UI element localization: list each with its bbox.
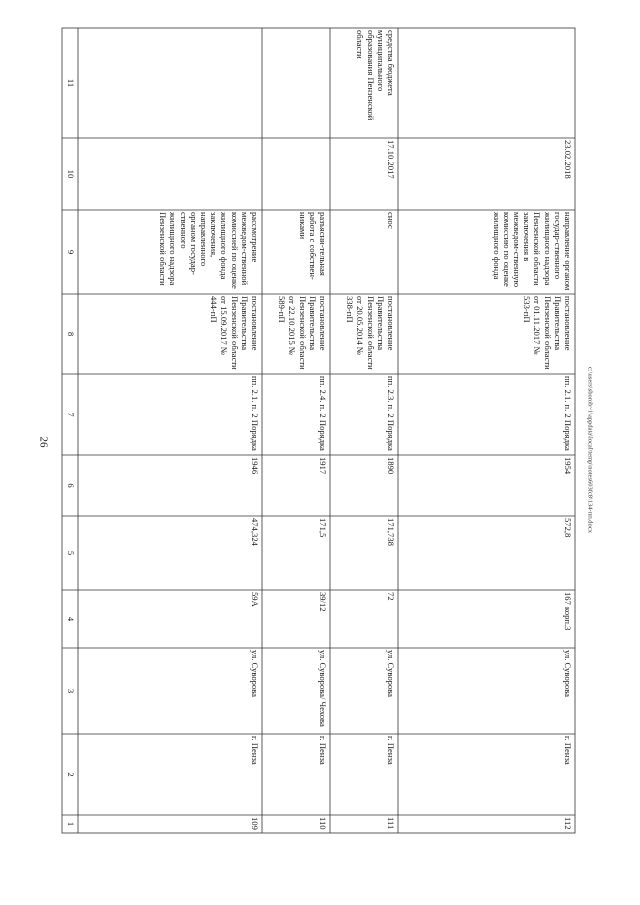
row-112-col-8 <box>398 294 575 374</box>
row-112-col-9 <box>398 210 575 294</box>
row-109-col-6 <box>78 455 262 516</box>
row-110-col-11-text <box>262 28 330 138</box>
header-cell-4-text: 4 <box>66 616 76 622</box>
row-109-col-3 <box>78 648 262 734</box>
row-112-col-3-text: ул. Суворова <box>563 650 573 697</box>
row-109-col-10 <box>78 138 262 210</box>
row-109-col-9 <box>78 210 262 294</box>
row-110-col-2-text: г. Пенза <box>318 736 328 765</box>
row-110-col-6 <box>262 455 330 516</box>
header-cell-3-text: 3 <box>66 688 76 694</box>
row-112-col-10 <box>398 138 575 210</box>
header-cell-10-text: 10 <box>66 169 76 179</box>
row-109-col-7 <box>78 374 262 455</box>
row-110-col-3 <box>262 648 330 734</box>
header-cell-1 <box>62 815 78 833</box>
row-111-col-2-text: г. Пенза <box>386 736 396 765</box>
row-111-col-5-text: 171,738 <box>386 518 396 546</box>
page-number: 26 <box>37 436 50 448</box>
header-cell-9-text: 9 <box>66 249 76 255</box>
header-cell-7 <box>62 374 78 455</box>
row-111-col-7-text: пп. 2.3. п. 2 Порядка <box>386 376 396 451</box>
row-109-col-9-text: рассмотрение межведом-ственной комиссией по оценке жилищного фонда заключения, направленного органом государ-ственного жилищного надзора Пензенской области <box>158 212 260 289</box>
row-109-col-6-text: 1946 <box>250 457 260 475</box>
row-112-col-1-text: 112 <box>563 817 573 830</box>
row-110-col-9-text: разъясни-тельная работа с собствен-никами <box>297 212 328 280</box>
header-cell-11 <box>62 28 78 138</box>
row-110-col-8 <box>262 294 330 374</box>
row-112-col-11-text <box>398 28 575 138</box>
header-cell-2 <box>62 734 78 815</box>
row-112-col-4 <box>398 590 575 648</box>
row-109-col-5 <box>78 516 262 590</box>
row-111-col-5 <box>330 516 398 590</box>
row-111-col-8 <box>330 294 398 374</box>
header-cell-3 <box>62 648 78 734</box>
row-111-col-11 <box>330 28 398 138</box>
row-111-col-9 <box>330 210 398 294</box>
row-109-col-10-text <box>78 138 262 210</box>
row-112-col-8-text: постановление Правительства Пензенской области от 01.11.2017 № 533-пП <box>522 296 573 370</box>
row-111-col-6 <box>330 455 398 516</box>
header-cell-5-text: 5 <box>66 550 76 556</box>
row-112-col-10-text: 23.02.2018 <box>563 140 573 179</box>
row-111-col-10 <box>330 138 398 210</box>
row-112-col-6-text: 1954 <box>563 457 573 475</box>
row-111-col-1-text: 111 <box>386 817 396 830</box>
row-110-col-4-text: 39/12 <box>318 592 328 612</box>
row-112-col-6 <box>398 455 575 516</box>
row-109-col-2-text: г. Пенза <box>250 736 260 765</box>
header-cell-5 <box>62 516 78 590</box>
header-cell-8-text: 8 <box>66 331 76 337</box>
header-cell-2-text: 2 <box>66 772 76 777</box>
row-109-col-8 <box>78 294 262 374</box>
row-109-col-11 <box>78 28 262 138</box>
row-111-col-6-text: 1890 <box>386 457 396 475</box>
row-111-col-3 <box>330 648 398 734</box>
row-111-col-9-text: снос <box>386 212 396 229</box>
row-110-col-1-text: 110 <box>318 817 328 830</box>
row-111-col-2 <box>330 734 398 815</box>
row-110-col-7-text: пп. 2.4. п. 2 Порядка <box>318 376 328 451</box>
row-112-col-5 <box>398 516 575 590</box>
row-109-col-3-text: ул. Суворова <box>250 650 260 697</box>
row-110-col-10-text <box>262 138 330 210</box>
row-111-col-4 <box>330 590 398 648</box>
row-109-col-1-text: 109 <box>250 817 260 830</box>
row-110-col-4 <box>262 590 330 648</box>
row-109-col-4 <box>78 590 262 648</box>
header-cell-6-text: 6 <box>66 483 76 488</box>
header-cell-1-text: 1 <box>66 821 76 827</box>
row-112-col-11 <box>398 28 575 138</box>
row-110-col-9 <box>262 210 330 294</box>
row-109-col-8-text: постановление Правительства Пензенской области от 15.09.2017 № 444-пП <box>209 296 260 370</box>
footer-file-path: c:\users\sborob~1\appdata\local\temp\notes603fc8\134-пп.docx <box>586 367 594 533</box>
row-112-col-1 <box>398 815 575 833</box>
row-112-col-5-text: 572,8 <box>563 518 573 538</box>
header-cell-6 <box>62 455 78 516</box>
row-110-col-2 <box>262 734 330 815</box>
row-111-col-7 <box>330 374 398 455</box>
row-109-col-2 <box>78 734 262 815</box>
row-110-col-6-text: 1917 <box>318 457 328 475</box>
row-110-col-7 <box>262 374 330 455</box>
header-cell-4 <box>62 590 78 648</box>
header-cell-11-text: 11 <box>66 78 76 88</box>
row-110-col-1 <box>262 815 330 833</box>
row-109-col-11-text <box>78 28 262 138</box>
row-112-col-2 <box>398 734 575 815</box>
row-110-col-11 <box>262 28 330 138</box>
row-112-col-2-text: г. Пенза <box>563 736 573 765</box>
row-109-col-4-text: 59А <box>250 592 260 607</box>
row-111-col-10-text: 17.10.2017 <box>386 140 396 179</box>
row-110-col-3-text: ул. Суворова/ Чехова <box>318 650 328 727</box>
row-111-col-8-text: постановление Правительства Пензенской области от 20.05.2014 № 338-пП <box>345 296 396 370</box>
row-112-col-7 <box>398 374 575 455</box>
row-111-col-4-text: 72 <box>386 592 396 601</box>
row-111-col-1 <box>330 815 398 833</box>
header-cell-10 <box>62 138 78 210</box>
row-110-col-8-text: постановление Правительства Пензенской области от 22.10.2015 № 589-пП <box>277 296 328 370</box>
row-111-col-11-text: средства бюджета муниципального образования Пензенской области <box>355 30 396 121</box>
row-110-col-5-text: 171,5 <box>318 518 328 538</box>
header-cell-8 <box>62 294 78 374</box>
row-112-col-3 <box>398 648 575 734</box>
row-112-col-7-text: пп. 2.1. п. 2 Порядка <box>563 376 573 451</box>
row-111-col-3-text: ул. Суворова <box>386 650 396 697</box>
row-112-col-4-text: 167 корп.3 <box>563 592 573 631</box>
row-110-col-5 <box>262 516 330 590</box>
row-109-col-5-text: 474,324 <box>250 518 260 546</box>
header-cell-9 <box>62 210 78 294</box>
row-112-col-9-text: направление органом государ-ственного жилищного надзора Пензенской области заключения в межведом-ственную комиссию по оценке жилищного фонда <box>491 212 573 291</box>
row-109-col-1 <box>78 815 262 833</box>
row-109-col-7-text: пп. 2.1. п. 2 Порядка <box>250 376 260 451</box>
header-cell-7-text: 7 <box>66 412 76 417</box>
row-110-col-10 <box>262 138 330 210</box>
